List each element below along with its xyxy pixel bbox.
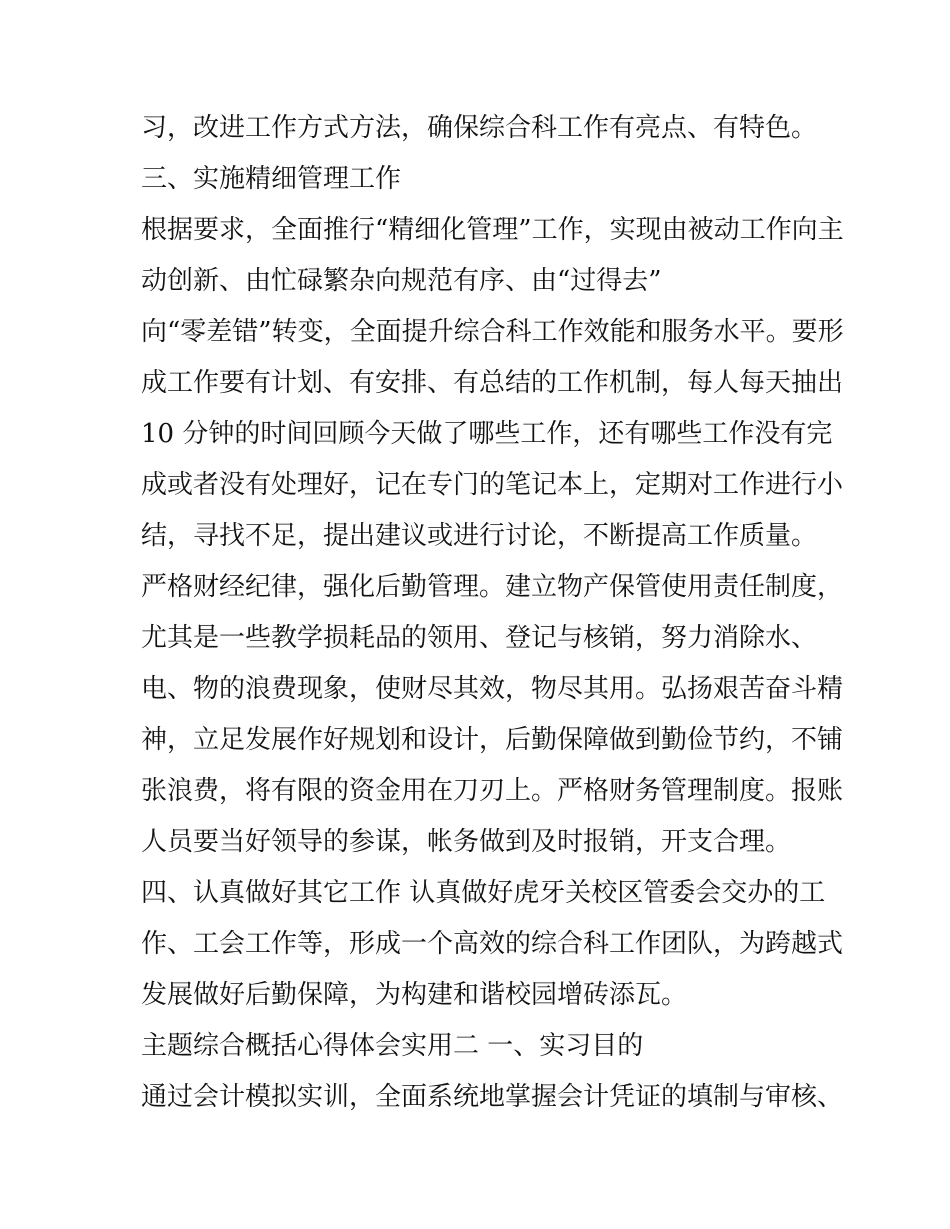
section-heading-4: 四、认真做好其它工作 认真做好虎牙关校区管委会交办的工 [141,878,826,908]
text-line-3: 根据要求，全面推行“精细化管理”工作，实现由被动工作向主 [141,215,844,245]
text-line-14: 张浪费，将有限的资金用在刀刃上。严格财务管理制度。报账 [141,776,844,806]
text-line-15: 人员要当好领导的参谋，帐务做到及时报销，开支合理。 [141,827,792,857]
text-line-18: 发展做好后勤保障，为构建和谐校园增砖添瓦。 [141,980,688,1010]
text-line-5: 向“零差错”转变，全面提升综合科工作效能和服务水平。要形 [141,317,844,347]
text-line-6: 成工作要有计划、有安排、有总结的工作机制，每人每天抽出 [141,368,844,398]
section-heading-3: 三、实施精细管理工作 [141,164,402,194]
text-line-7: 10 分钟的时间回顾今天做了哪些工作，还有哪些工作没有完 [141,419,833,449]
text-line-17: 作、工会工作等，形成一个高效的综合科工作团队，为跨越式 [141,929,844,959]
text-line-4: 动创新、由忙碌繁杂向规范有序、由“过得去” [141,266,662,296]
text-line-9: 结，寻找不足，提出建议或进行讨论，不断提高工作质量。 [141,521,818,551]
text-line-13: 神，立足发展作好规划和设计，后勤保障做到勤俭节约，不铺 [141,725,844,755]
text-line-1: 习，改进工作方式方法，确保综合科工作有亮点、有特色。 [141,113,818,143]
subtitle-line: 主题综合概括心得体会实用二 一、实习目的 [141,1031,644,1061]
text-line-11: 尤其是一些教学损耗品的领用、登记与核销，努力消除水、 [141,623,818,653]
text-line-20: 通过会计模拟实训，全面系统地掌握会计凭证的填制与审核、 [141,1082,844,1112]
text-line-12: 电、物的浪费现象，使财尽其效，物尽其用。弘扬艰苦奋斗精 [141,674,844,704]
text-line-8: 成或者没有处理好，记在专门的笔记本上，定期对工作进行小 [141,470,844,500]
text-line-10: 严格财经纪律，强化后勤管理。建立物产保管使用责任制度， [141,572,844,602]
